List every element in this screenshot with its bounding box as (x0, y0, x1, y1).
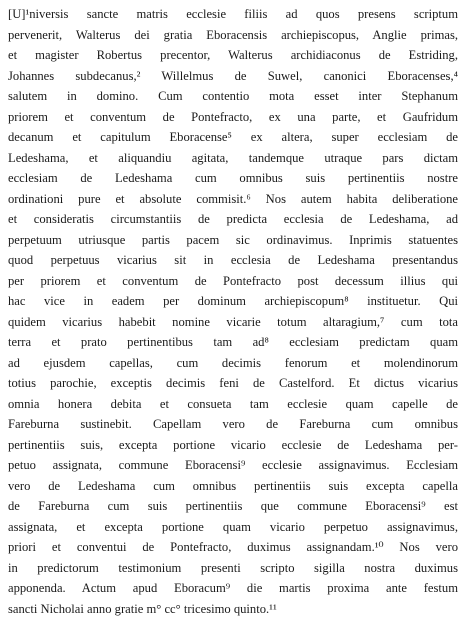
text-line: ordinationi pure et absolute commisit.⁶ Nos autem habita deliberatione (8, 189, 458, 210)
text-line: terra et prato pertinentibus tam ad⁸ ecclesiam predictam quam (8, 332, 458, 353)
text-line: salutem in domino. Cum contentio mota esset inter Stephanum (8, 86, 458, 107)
text-line: quidem vicarius habebit nomine vicarie totum altaragium,⁷ cum tota (8, 312, 458, 333)
charter-text (8, 4, 458, 619)
text-line: Johannes subdecanus,² Willelmus de Suwel, canonici Eboracenses,⁴ (8, 66, 458, 87)
text-line: et consideratis circumstantiis de predicta ecclesia de Ledeshama, ad (8, 209, 458, 230)
text-line: de Fareburna cum suis pertinentiis que commune Eboracensi⁹ est (8, 496, 458, 517)
text-line: apponenda. Actum apud Eboracum⁹ die martis proxima ante festum (8, 578, 458, 599)
text-line: omnia honera debita et consueta tam ecclesie quam capelle de (8, 394, 458, 415)
text-line: pervenerit, Walterus dei gratia Eboracensis archiepiscopus, Anglie primas, (8, 25, 458, 46)
text-line: ad ejusdem capellas, cum decimis fenorum et molendinorum (8, 353, 458, 374)
text-line: priorem et conventum de Pontefracto, ex una parte, et Gaufridum (8, 107, 458, 128)
text-line: priori et conventui de Pontefracto, duximus assignandam.¹⁰ Nos vero (8, 537, 458, 558)
text-line: pertinentiis suis, excepta portione vicario ecclesie de Ledeshama per- (8, 435, 458, 456)
text-line: Fareburna sustinebit. Capellam vero de Fareburna cum omnibus (8, 414, 458, 435)
text-line: sancti Nicholai anno gratie m° cc° tricesimo quinto.¹¹ (8, 599, 458, 619)
text-line: petuo assignata, commune Eboracensi⁹ ecclesie assignavimus. Ecclesiam (8, 455, 458, 476)
text-line: perpetuum utriusque partis pacem sic ordinavimus. Inprimis statuentes (8, 230, 458, 251)
text-line: quod perpetuus vicarius sit in ecclesia de Ledeshama presentandus (8, 250, 458, 271)
text-line: in predictorum testimonium presenti scripto sigilla nostra duximus (8, 558, 458, 579)
text-line: decanum et capitulum Eboracense⁵ ex altera, super ecclesiam de (8, 127, 458, 148)
text-line: ecclesiam de Ledeshama cum omnibus suis pertinentiis nostre (8, 168, 458, 189)
text-line: vero de Ledeshama cum omnibus pertinentiis suis excepta capella (8, 476, 458, 497)
text-line: hac vice in eadem per dominum archiepiscopum⁸ instituetur. Qui (8, 291, 458, 312)
text-line: totius parochie, exceptis decimis feni de Castelford. Et dictus vicarius (8, 373, 458, 394)
text-line: et magister Robertus precentor, Walterus archidiaconus de Estriding, (8, 45, 458, 66)
text-line: Ledeshama, et aliquandiu agitata, tandemque utraque pars dictam (8, 148, 458, 169)
text-line: [U]¹niversis sancte matris ecclesie filiis ad quos presens scriptum (8, 4, 458, 25)
text-line: assignata, et excepta portione quam vicario perpetuo assignavimus, (8, 517, 458, 538)
text-line: per priorem et conventum de Pontefracto post decessum illius qui (8, 271, 458, 292)
